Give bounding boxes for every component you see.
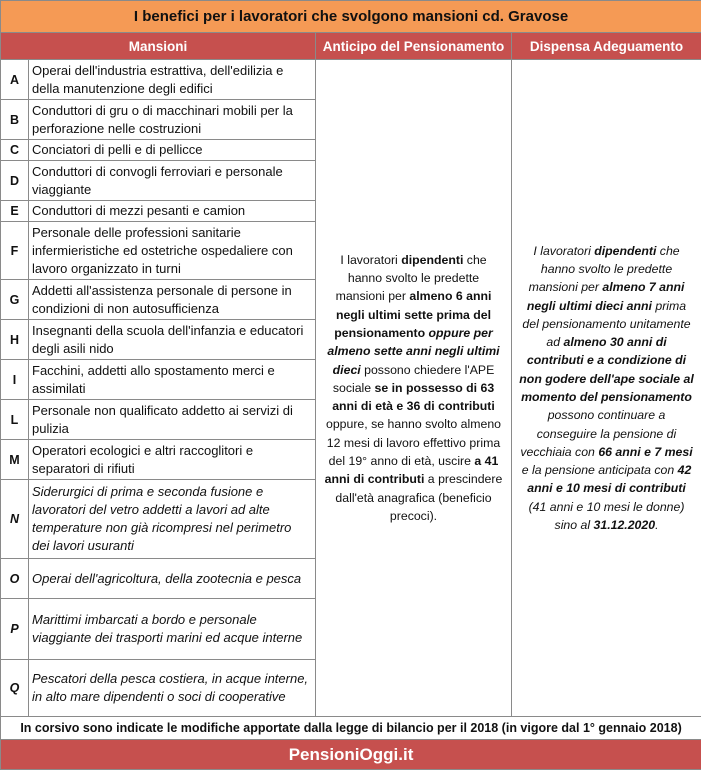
anticipo-bold: almeno 6 anni negli ultimi sette prima del pensionamento xyxy=(334,289,492,340)
header-mansioni: Mansioni xyxy=(1,33,316,60)
row-task: Personale delle professioni sanitarie infermieristiche ed ostetriche ospedaliere con lavoro organizzato in turni xyxy=(29,222,316,280)
dispensa-bold: 31.12.2020 xyxy=(593,518,656,533)
header-anticipo: Anticipo del Pensionamento xyxy=(316,33,512,60)
brand-row xyxy=(1,740,701,770)
dispensa-bold: 42 anni e 10 mesi di contributi xyxy=(527,463,692,496)
dispensa-bold: 66 anni e 7 mesi xyxy=(598,444,693,459)
row-task: Siderurgici di prima e seconda fusione e lavoratori del vetro addetti a lavori ad alte temperature non già ricompresi nel perimetro dei lavori usuranti xyxy=(29,480,316,559)
row-letter: N xyxy=(1,480,29,559)
row-task: Operai dell'agricoltura, della zootecnia e pesca xyxy=(29,559,316,599)
footer-note-row xyxy=(1,717,701,740)
dispensa-text: possono continuare a conseguire la pensione di vecchiaia con xyxy=(520,408,677,459)
row-letter: Q xyxy=(1,660,29,717)
anticipo-bold: a 41 anni di contributi xyxy=(324,454,499,487)
anticipo-bold-italic: oppure per almeno sette anni negli ultimi dieci xyxy=(327,325,500,377)
table-row xyxy=(1,60,701,100)
anticipo-bold: se in possesso di 63 anni di età e 36 di contributi xyxy=(332,380,495,414)
anticipo-text: a prescindere dall'età anagrafica (beneficio precoci). xyxy=(335,472,503,523)
anticipo-bold: dipendenti xyxy=(401,252,464,267)
row-letter: G xyxy=(1,280,29,320)
page-title: I benefici per i lavoratori che svolgono mansioni cd. Gravose xyxy=(1,1,701,33)
anticipo-text: oppure, se hanno svolto almeno 12 mesi di lavoro effettivo prima del 19° anno di età, uscire xyxy=(325,417,501,469)
dispensa-text: e la pensione anticipata con xyxy=(521,463,678,478)
row-letter: I xyxy=(1,360,29,400)
dispensa-cell xyxy=(512,60,701,717)
row-task: Conduttori di gru o di macchinari mobili per la perforazione nelle costruzioni xyxy=(29,100,316,140)
dispensa-bold: almeno 30 anni di contributi e a condizione di non godere dell'ape sociale al momento del pensionamento xyxy=(519,335,694,404)
row-task: Conduttori di mezzi pesanti e camion xyxy=(29,201,316,222)
dispensa-text: . xyxy=(655,518,659,533)
row-letter: B xyxy=(1,100,29,140)
row-letter: M xyxy=(1,440,29,480)
row-task: Operai dell'industria estrattiva, dell'edilizia e della manutenzione degli edifici xyxy=(29,60,316,100)
row-letter: E xyxy=(1,201,29,222)
row-task: Conduttori di convogli ferroviari e personale viaggiante xyxy=(29,161,316,201)
row-task: Insegnanti della scuola dell'infanzia e educatori degli asili nido xyxy=(29,320,316,360)
row-letter: C xyxy=(1,140,29,161)
footer-note: In corsivo sono indicate le modifiche apportate dalla legge di bilancio per il 2018 (in vigore dal 1° gennaio 2018) xyxy=(1,717,701,740)
row-task: Facchini, addetti allo spostamento merci e assimilati xyxy=(29,360,316,400)
header-row xyxy=(1,33,701,60)
dispensa-text: I lavoratori xyxy=(533,243,595,258)
anticipo-text: che hanno svolto le predette mansioni per xyxy=(335,252,487,304)
row-task: Pescatori della pesca costiera, in acque interne, in alto mare dipendenti o soci di cooperative xyxy=(29,660,316,717)
dispensa-text: che hanno svolto le predette mansioni per xyxy=(528,243,680,295)
row-letter: H xyxy=(1,320,29,360)
dispensa-bold: dipendenti xyxy=(594,243,657,258)
anticipo-text: I lavoratori xyxy=(340,252,402,267)
row-task: Operatori ecologici e altri raccoglitori e separatori di rifiuti xyxy=(29,440,316,480)
anticipo-cell xyxy=(316,60,512,717)
row-task: Marittimi imbarcati a bordo e personale viaggiante dei trasporti marini ed acque interne xyxy=(29,599,316,660)
dispensa-text: prima del pensionamento unitamente ad xyxy=(522,298,691,350)
row-letter: L xyxy=(1,400,29,440)
anticipo-text: possono chiedere l'APE sociale xyxy=(332,362,495,395)
row-letter: A xyxy=(1,60,29,100)
row-letter: O xyxy=(1,559,29,599)
row-task: Addetti all'assistenza personale di persone in condizioni di non autosufficienza xyxy=(29,280,316,320)
row-task: Conciatori di pelli e di pellicce xyxy=(29,140,316,161)
row-letter: F xyxy=(1,222,29,280)
dispensa-text: (41 anni e 10 mesi le donne) sino al xyxy=(528,499,685,533)
row-task: Personale non qualificato addetto ai servizi di pulizia xyxy=(29,400,316,440)
title-row xyxy=(1,1,701,33)
dispensa-bold: almeno 7 anni negli ultimi dieci anni xyxy=(526,280,685,313)
row-letter: D xyxy=(1,161,29,201)
brand-label: PensioniOggi.it xyxy=(1,740,701,770)
row-letter: P xyxy=(1,599,29,660)
header-dispensa: Dispensa Adeguamento xyxy=(512,33,701,60)
